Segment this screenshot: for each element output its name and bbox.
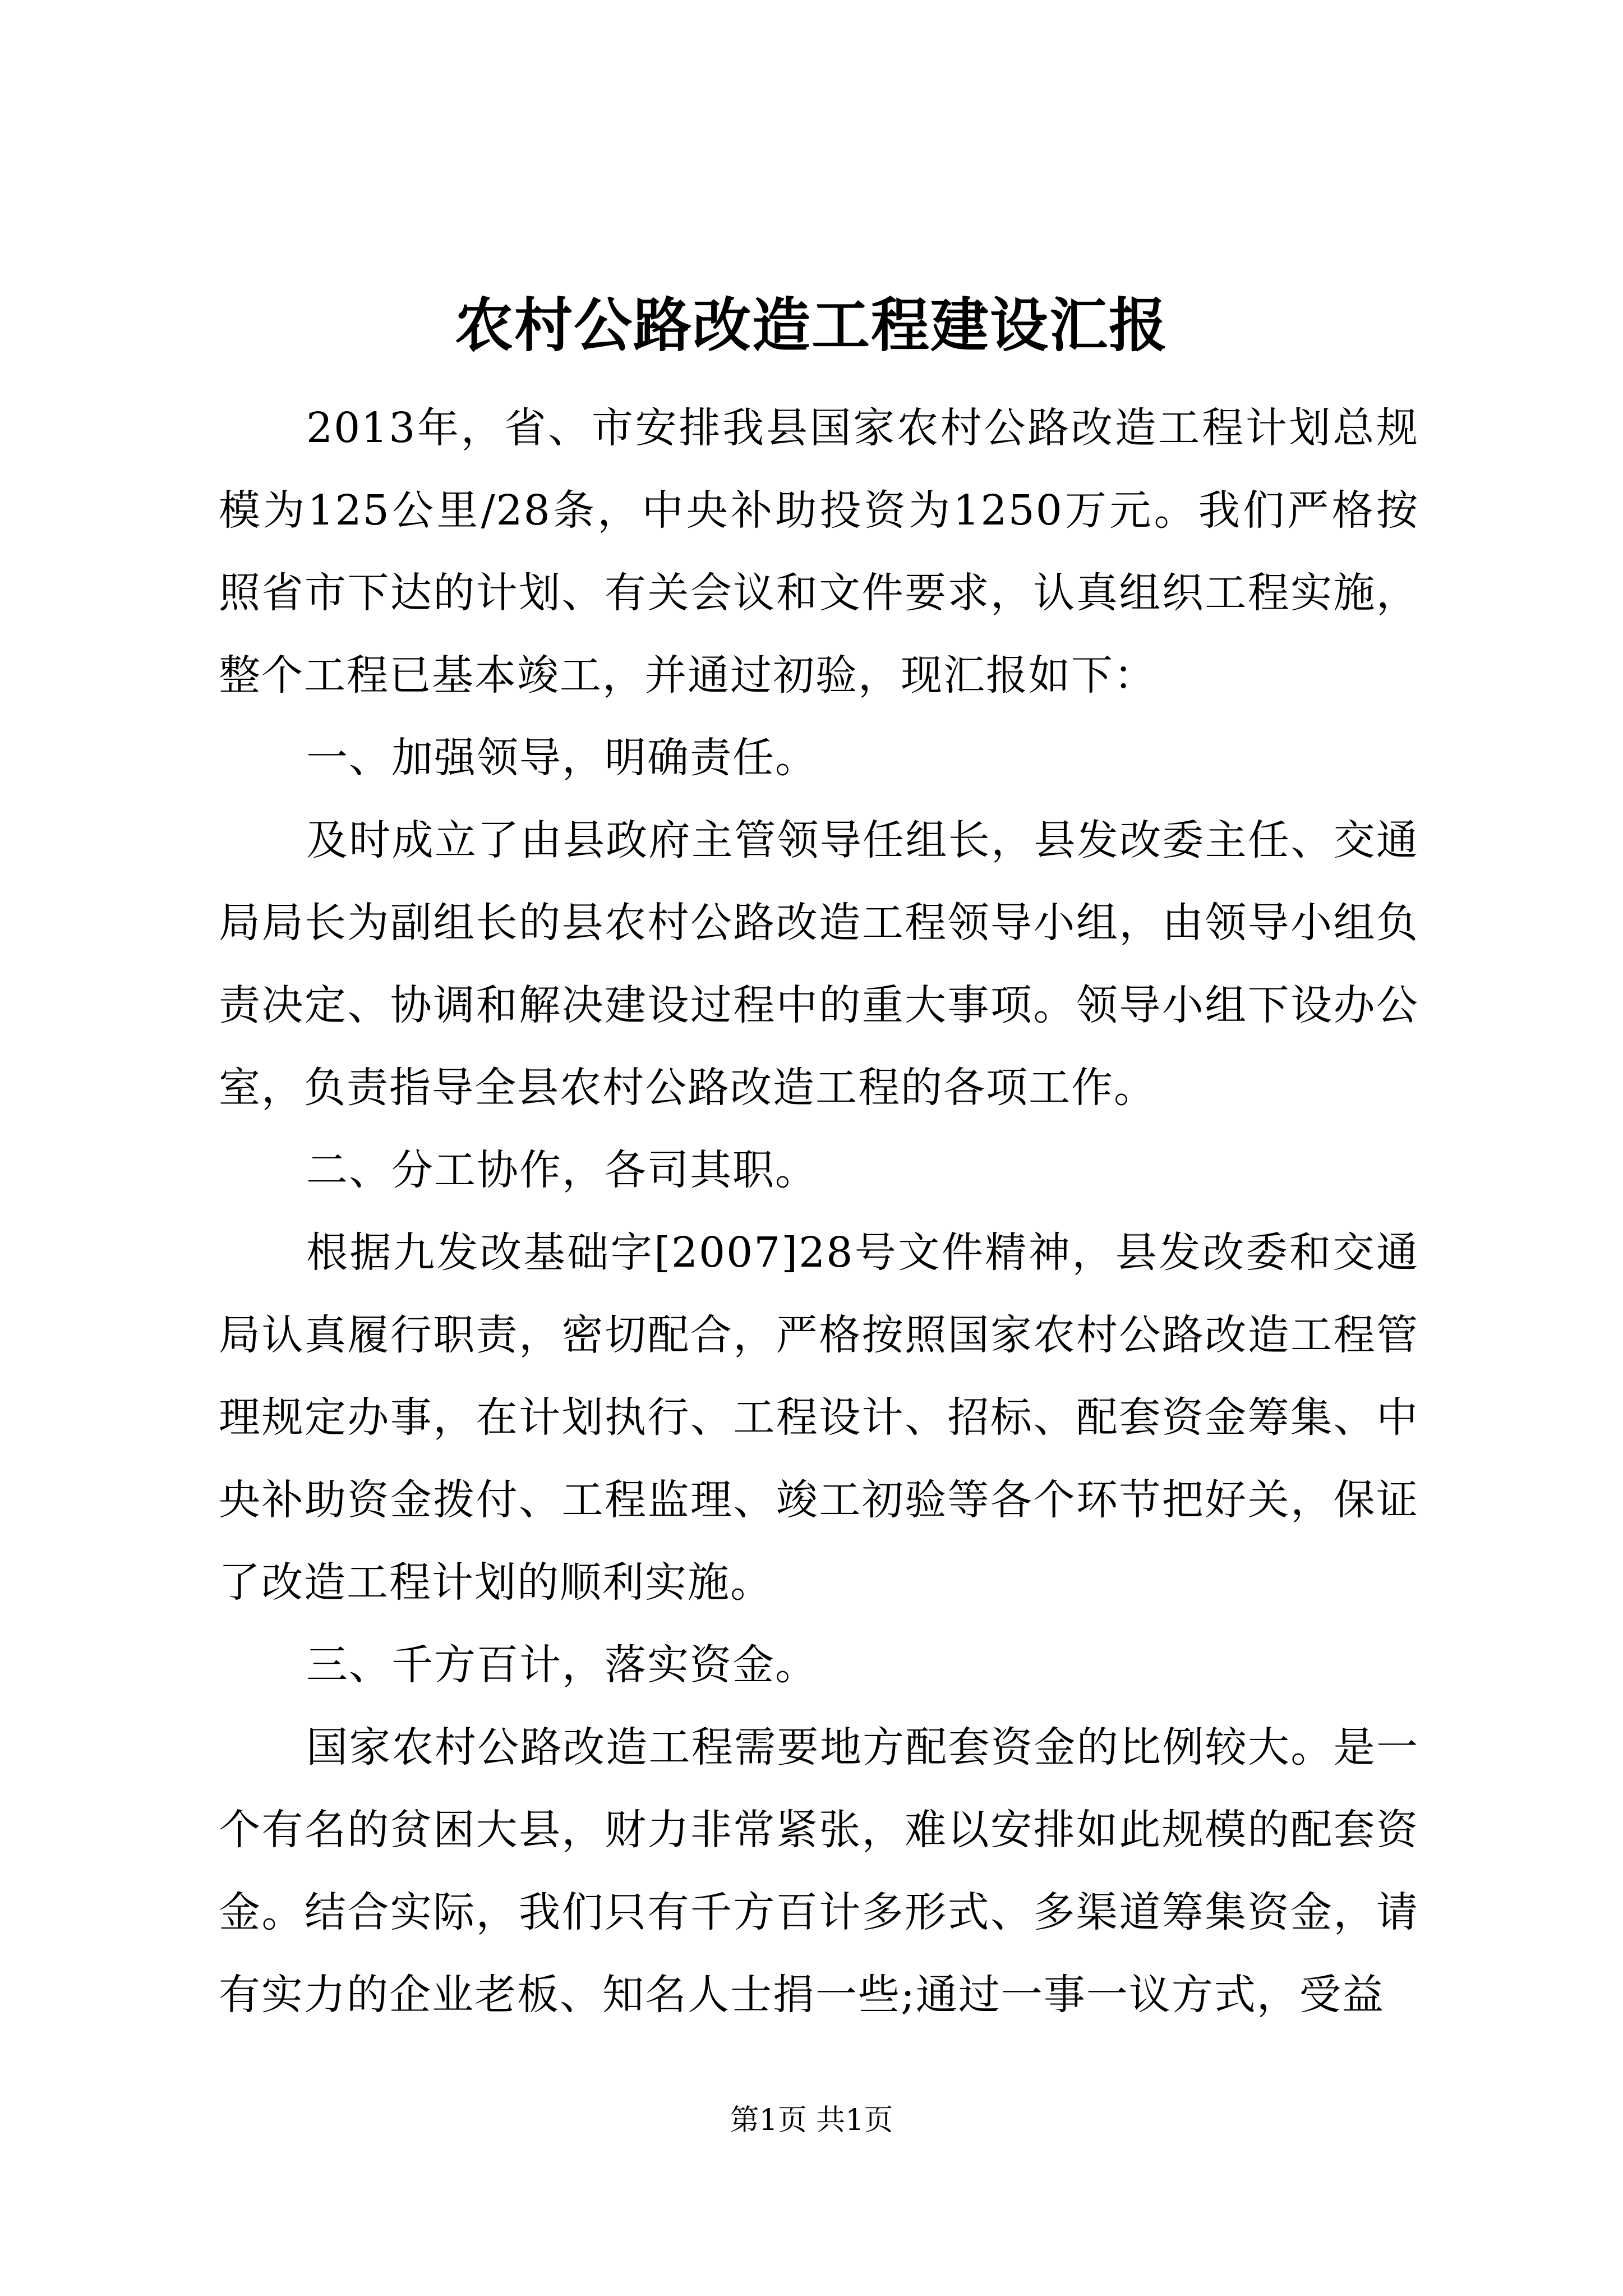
- intro-paragraph: 2013年，省、市安排我县国家农村公路改造工程计划总规模为125公里/28条，中央补助投资为1250万元。我们严格按照省市下达的计划、有关会议和文件要求，认真组织工程实施，整个工程已基本竣工，并通过初验，现汇报如下：: [219, 404, 1419, 700]
- section-heading-1: 一、加强领导，明确责任。: [306, 734, 818, 782]
- section-heading-2: 二、分工协作，各司其职。: [306, 1146, 818, 1194]
- page-footer: 第1页 共1页: [730, 2104, 893, 2137]
- section-heading-3: 三、千方百计，落实资金。: [306, 1641, 818, 1689]
- section-3-paragraph: 国家农村公路改造工程需要地方配套资金的比例较大。是一个有名的贫困大县，财力非常紧张，难以安排如此规模的配套资金。结合实际，我们只有千方百计多形式、多渠道筹集资金，请有实力的企业老板、知名人士捐一些;通过一事一议方式，受益: [219, 1723, 1419, 2019]
- document-title: 农村公路改造工程建设汇报: [454, 291, 1168, 360]
- document-body: [219, 387, 1419, 2036]
- section-2-paragraph: 根据九发改基础字[2007]28号文件精神，县发改委和交通局认真履行职责，密切配合，严格按照国家农村公路改造工程管理规定办事，在计划执行、工程设计、招标、配套资金筹集、中央补助资金拨付、工程监理、竣工初验等各个环节把好关，保证了改造工程计划的顺利实施。: [219, 1228, 1419, 1607]
- section-1-paragraph: 及时成立了由县政府主管领导任组长，县发改委主任、交通局局长为副组长的县农村公路改造工程领导小组，由领导小组负责决定、协调和解决建设过程中的重大事项。领导小组下设办公室，负责指导全县农村公路改造工程的各项工作。: [219, 816, 1419, 1112]
